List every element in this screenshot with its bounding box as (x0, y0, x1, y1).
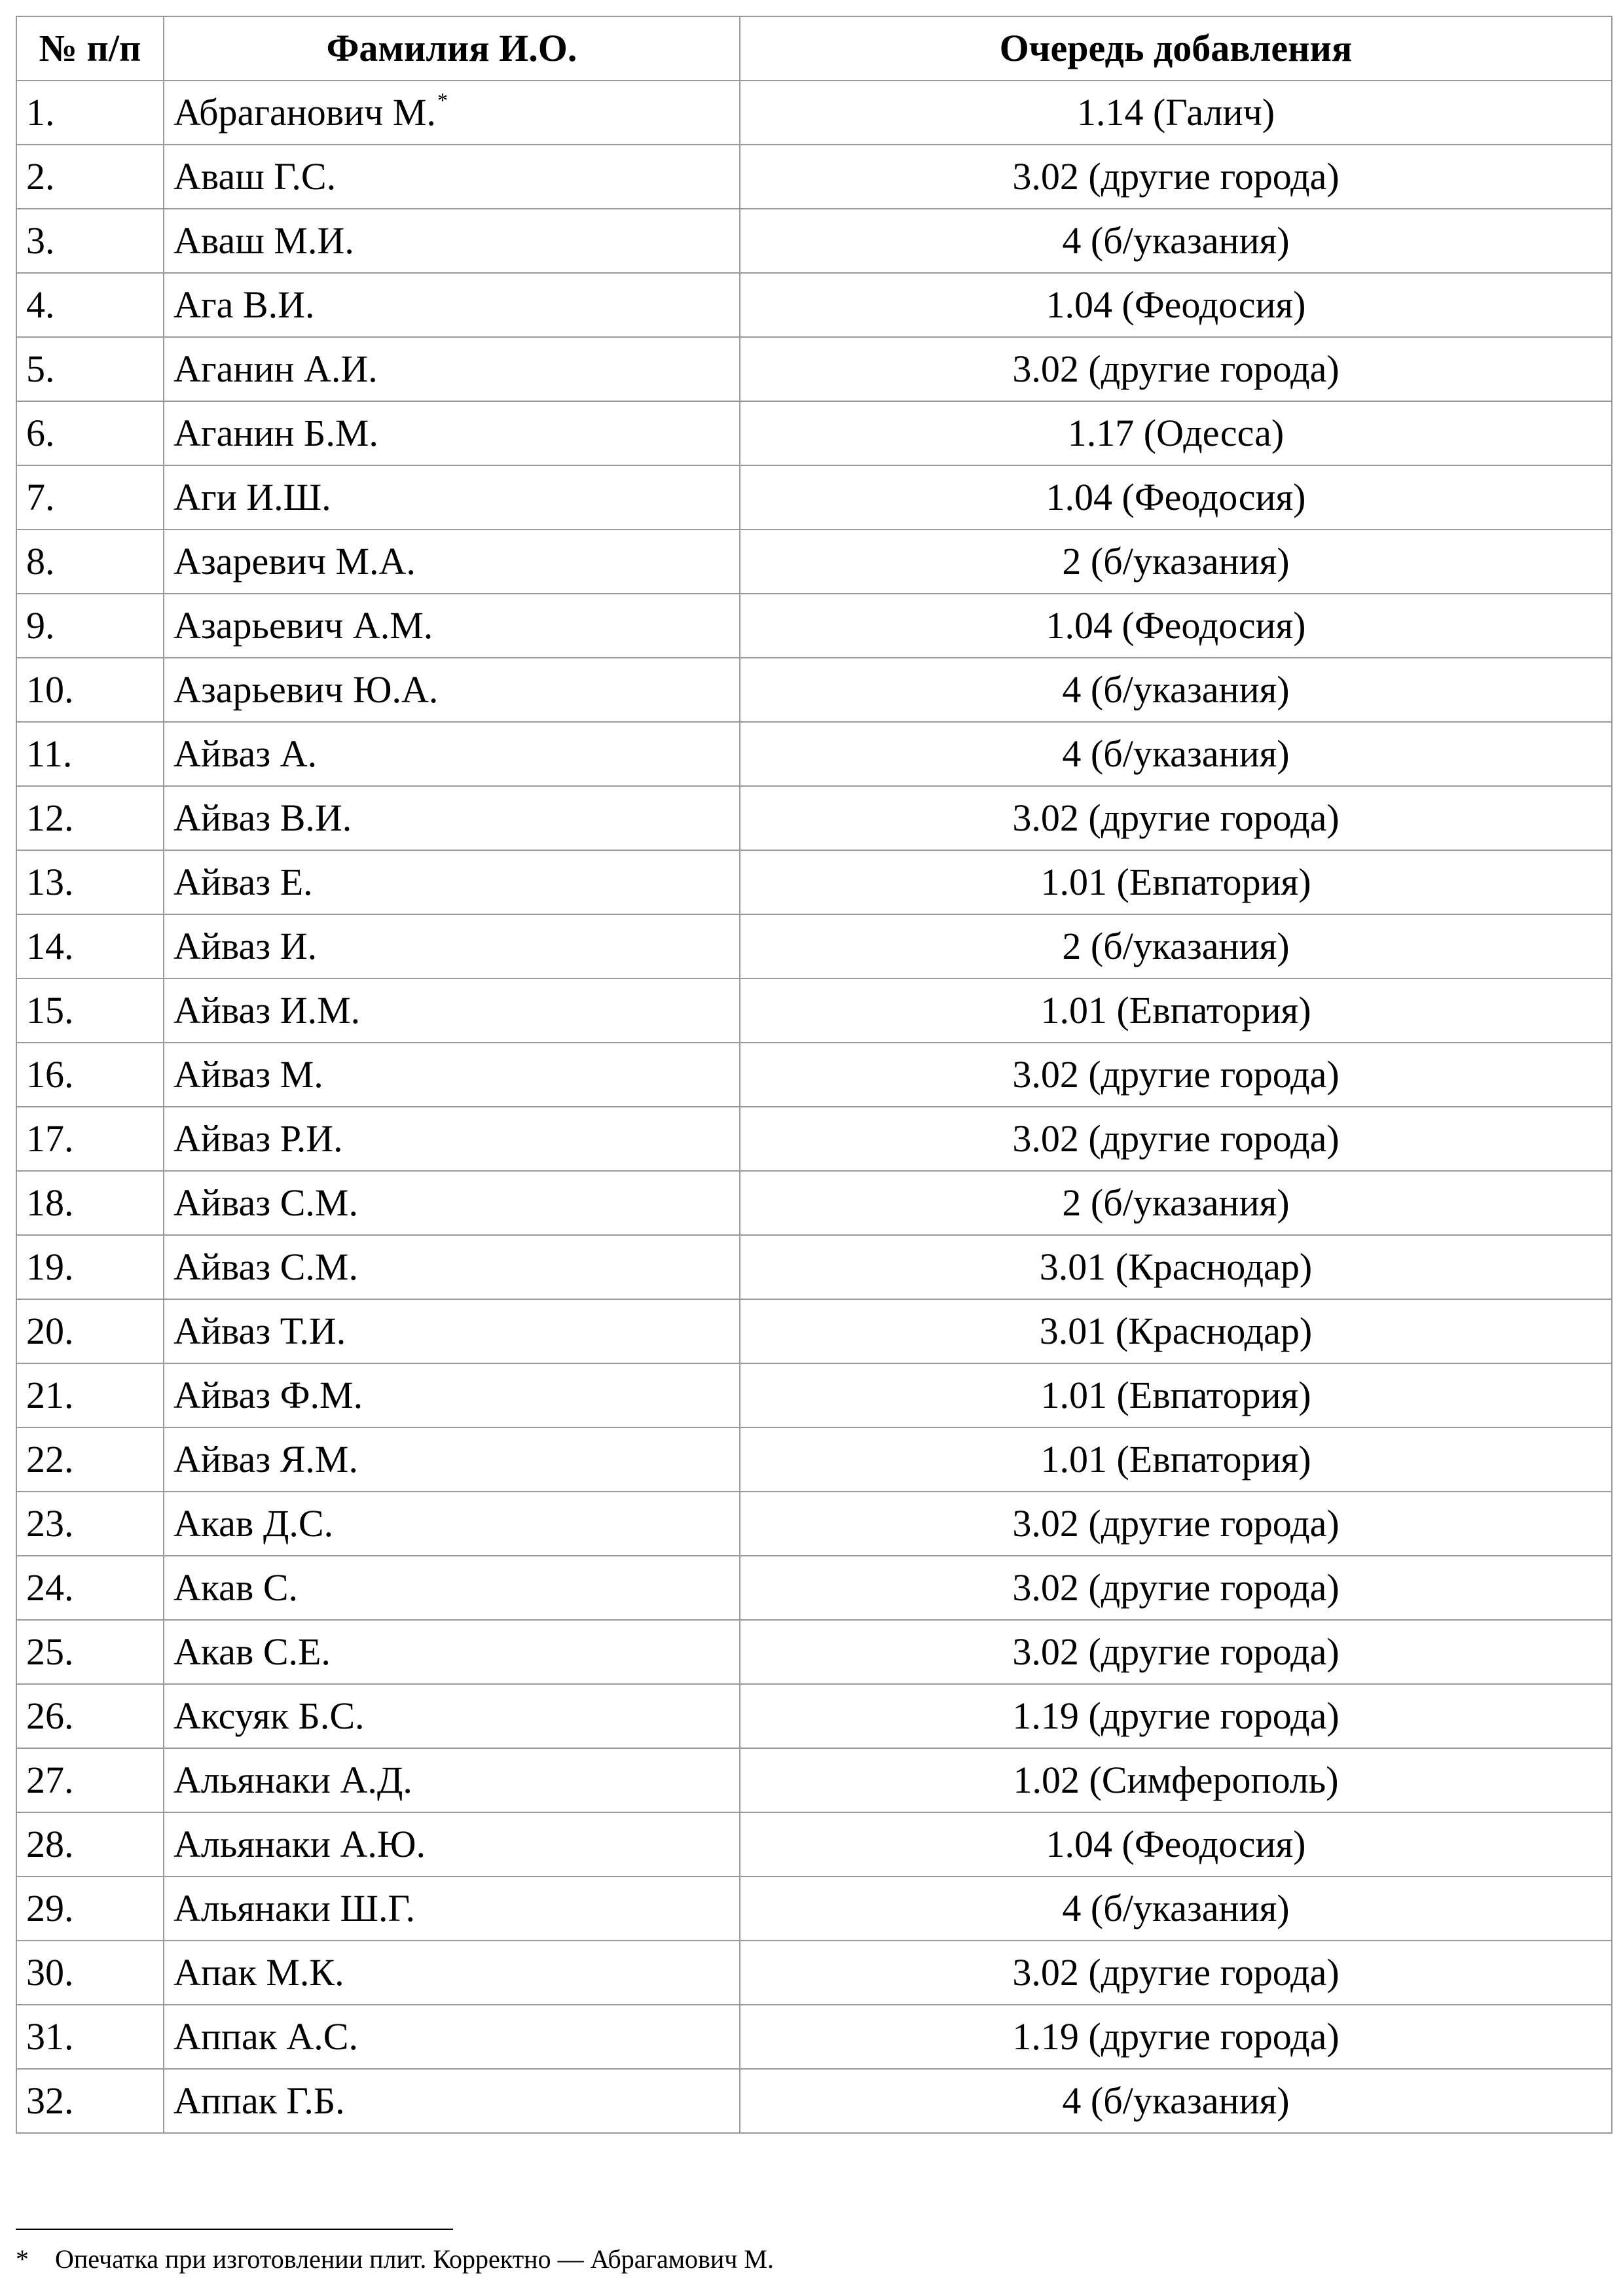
row-queue: 1.19 (другие города) (740, 2005, 1612, 2069)
row-number: 3. (16, 209, 164, 273)
row-number: 20. (16, 1299, 164, 1363)
row-number: 21. (16, 1363, 164, 1427)
row-name-text: Айваз Е. (173, 861, 313, 903)
row-number: 2. (16, 145, 164, 209)
row-number: 31. (16, 2005, 164, 2069)
row-name (164, 1107, 740, 1171)
row-name (164, 1171, 740, 1235)
table-row (16, 786, 1612, 850)
table-row (16, 2005, 1612, 2069)
row-name (164, 529, 740, 594)
table-row (16, 401, 1612, 465)
row-name-text: Аваш Г.С. (173, 155, 337, 198)
table-row (16, 1748, 1612, 1812)
row-queue: 3.02 (другие города) (740, 1941, 1612, 2005)
row-name-text: Акав С.Е. (173, 1630, 331, 1673)
row-name (164, 1363, 740, 1427)
row-name-text: Аппак А.С. (173, 2015, 358, 2058)
footnote (16, 2246, 774, 2272)
row-name-text: Айваз С.М. (173, 1181, 358, 1224)
row-queue: 1.01 (Евпатория) (740, 1427, 1612, 1492)
row-name (164, 786, 740, 850)
row-number: 28. (16, 1812, 164, 1876)
surname-table (16, 16, 1613, 2134)
row-number: 18. (16, 1171, 164, 1235)
row-queue: 3.01 (Краснодар) (740, 1235, 1612, 1299)
row-name (164, 978, 740, 1043)
row-queue: 4 (б/указания) (740, 658, 1612, 722)
row-name-text: Апак М.К. (173, 1951, 344, 1994)
row-number: 8. (16, 529, 164, 594)
row-name (164, 2005, 740, 2069)
row-name-text: Айваз Р.И. (173, 1117, 343, 1160)
row-name (164, 1492, 740, 1556)
table-row (16, 1363, 1612, 1427)
row-name-text: Аганин Б.М. (173, 412, 378, 454)
row-name (164, 1620, 740, 1684)
row-number: 22. (16, 1427, 164, 1492)
row-number: 24. (16, 1556, 164, 1620)
row-name (164, 465, 740, 529)
row-queue: 1.04 (Феодосия) (740, 273, 1612, 337)
row-name (164, 273, 740, 337)
table-row (16, 978, 1612, 1043)
row-number: 12. (16, 786, 164, 850)
table-row (16, 1556, 1612, 1620)
row-name-text: Альянаки А.Д. (173, 1759, 412, 1801)
row-name-text: Айваз В.И. (173, 797, 352, 839)
row-name (164, 209, 740, 273)
table-body (16, 81, 1612, 2133)
table-row (16, 594, 1612, 658)
table-row (16, 722, 1612, 786)
table-row (16, 145, 1612, 209)
row-number: 17. (16, 1107, 164, 1171)
table-row (16, 1492, 1612, 1556)
table-row (16, 209, 1612, 273)
row-name-text: Айваз И. (173, 925, 318, 967)
row-name (164, 81, 740, 145)
row-queue: 4 (б/указания) (740, 209, 1612, 273)
row-number: 32. (16, 2069, 164, 2133)
row-name-text: Альянаки А.Ю. (173, 1823, 426, 1865)
row-name-text: Айваз М. (173, 1053, 323, 1096)
row-name-text: Акав С. (173, 1566, 299, 1609)
row-name (164, 1684, 740, 1748)
row-name (164, 1812, 740, 1876)
row-name (164, 1235, 740, 1299)
row-name-text: Азарьевич Ю.А. (173, 668, 439, 711)
row-queue: 1.01 (Евпатория) (740, 1363, 1612, 1427)
row-name (164, 145, 740, 209)
row-queue: 3.02 (другие города) (740, 1620, 1612, 1684)
row-name-text: Азарьевич А.М. (173, 604, 433, 647)
row-queue: 4 (б/указания) (740, 2069, 1612, 2133)
table-row (16, 1107, 1612, 1171)
table-row (16, 1620, 1612, 1684)
row-number: 23. (16, 1492, 164, 1556)
table-row (16, 337, 1612, 401)
row-queue: 3.02 (другие города) (740, 1107, 1612, 1171)
row-name (164, 658, 740, 722)
table-row (16, 81, 1612, 145)
row-name-text: Аганин А.И. (173, 348, 378, 390)
table-row (16, 1171, 1612, 1235)
row-queue: 3.02 (другие города) (740, 1556, 1612, 1620)
row-name-text: Аппак Г.Б. (173, 2079, 345, 2122)
row-queue: 3.02 (другие города) (740, 786, 1612, 850)
table-row (16, 1235, 1612, 1299)
row-queue: 1.14 (Галич) (740, 81, 1612, 145)
table-row (16, 1299, 1612, 1363)
row-queue: 3.02 (другие города) (740, 1043, 1612, 1107)
row-name-text: Аги И.Ш. (173, 476, 331, 518)
row-name (164, 2069, 740, 2133)
row-queue: 3.02 (другие города) (740, 337, 1612, 401)
row-name (164, 1427, 740, 1492)
row-number: 5. (16, 337, 164, 401)
row-name (164, 1043, 740, 1107)
row-name-text: Альянаки Ш.Г. (173, 1887, 415, 1929)
row-number: 19. (16, 1235, 164, 1299)
table-row (16, 1427, 1612, 1492)
footnote-text: Опечатка при изготовлении плит. Корректно — Абрагамович М. (55, 2244, 774, 2274)
row-name (164, 1941, 740, 2005)
table-row (16, 465, 1612, 529)
row-name-text: Айваз Ф.М. (173, 1374, 363, 1416)
row-name-text: Айваз А. (173, 732, 318, 775)
row-name (164, 1299, 740, 1363)
row-name-text: Айваз И.М. (173, 989, 361, 1031)
row-name-text: Аваш М.И. (173, 219, 354, 262)
row-number: 6. (16, 401, 164, 465)
row-queue: 1.02 (Симферополь) (740, 1748, 1612, 1812)
header-queue: Очередь добавления (740, 16, 1612, 81)
row-number: 1. (16, 81, 164, 145)
row-queue: 3.02 (другие города) (740, 145, 1612, 209)
row-name-text: Азаревич М.А. (173, 540, 416, 583)
table-row (16, 1876, 1612, 1941)
row-number: 14. (16, 914, 164, 978)
row-number: 13. (16, 850, 164, 914)
table-row (16, 273, 1612, 337)
row-name-text: Айваз Т.И. (173, 1310, 346, 1352)
row-name-text: Абраганович М. (173, 91, 436, 134)
row-queue: 1.19 (другие города) (740, 1684, 1612, 1748)
row-name-text: Айваз С.М. (173, 1246, 358, 1288)
table-row (16, 914, 1612, 978)
footnote-reference-mark: * (437, 88, 448, 112)
row-name (164, 1556, 740, 1620)
table-row (16, 1941, 1612, 2005)
row-queue: 2 (б/указания) (740, 529, 1612, 594)
row-queue: 3.01 (Краснодар) (740, 1299, 1612, 1363)
row-name (164, 594, 740, 658)
row-queue: 1.01 (Евпатория) (740, 978, 1612, 1043)
row-name (164, 722, 740, 786)
table-row (16, 658, 1612, 722)
table-row (16, 1684, 1612, 1748)
row-name (164, 1876, 740, 1941)
row-queue: 1.04 (Феодосия) (740, 594, 1612, 658)
table-header-row (16, 16, 1612, 81)
row-number: 15. (16, 978, 164, 1043)
table-row (16, 1043, 1612, 1107)
row-number: 7. (16, 465, 164, 529)
row-name (164, 850, 740, 914)
row-name-text: Акав Д.С. (173, 1502, 334, 1545)
row-number: 10. (16, 658, 164, 722)
table-row (16, 1812, 1612, 1876)
row-queue: 1.04 (Феодосия) (740, 1812, 1612, 1876)
table-row (16, 2069, 1612, 2133)
row-name (164, 914, 740, 978)
row-queue: 1.01 (Евпатория) (740, 850, 1612, 914)
row-number: 26. (16, 1684, 164, 1748)
row-name-text: Аксуяк Б.С. (173, 1695, 365, 1737)
row-queue: 2 (б/указания) (740, 914, 1612, 978)
row-number: 9. (16, 594, 164, 658)
header-number: № п/п (16, 16, 164, 81)
row-queue: 3.02 (другие города) (740, 1492, 1612, 1556)
row-name-text: Ага В.И. (173, 283, 315, 326)
row-name (164, 401, 740, 465)
row-queue: 4 (б/указания) (740, 1876, 1612, 1941)
header-name: Фамилия И.О. (164, 16, 740, 81)
row-number: 11. (16, 722, 164, 786)
row-number: 25. (16, 1620, 164, 1684)
row-number: 4. (16, 273, 164, 337)
row-queue: 2 (б/указания) (740, 1171, 1612, 1235)
row-number: 16. (16, 1043, 164, 1107)
row-queue: 4 (б/указания) (740, 722, 1612, 786)
row-name (164, 1748, 740, 1812)
footnote-mark: * (16, 2244, 29, 2274)
row-queue: 1.04 (Феодосия) (740, 465, 1612, 529)
row-name-text: Айваз Я.М. (173, 1438, 358, 1480)
row-queue: 1.17 (Одесса) (740, 401, 1612, 465)
table-row (16, 529, 1612, 594)
footnote-divider (16, 2229, 453, 2230)
table-row (16, 850, 1612, 914)
row-number: 27. (16, 1748, 164, 1812)
row-number: 30. (16, 1941, 164, 2005)
row-number: 29. (16, 1876, 164, 1941)
row-name (164, 337, 740, 401)
